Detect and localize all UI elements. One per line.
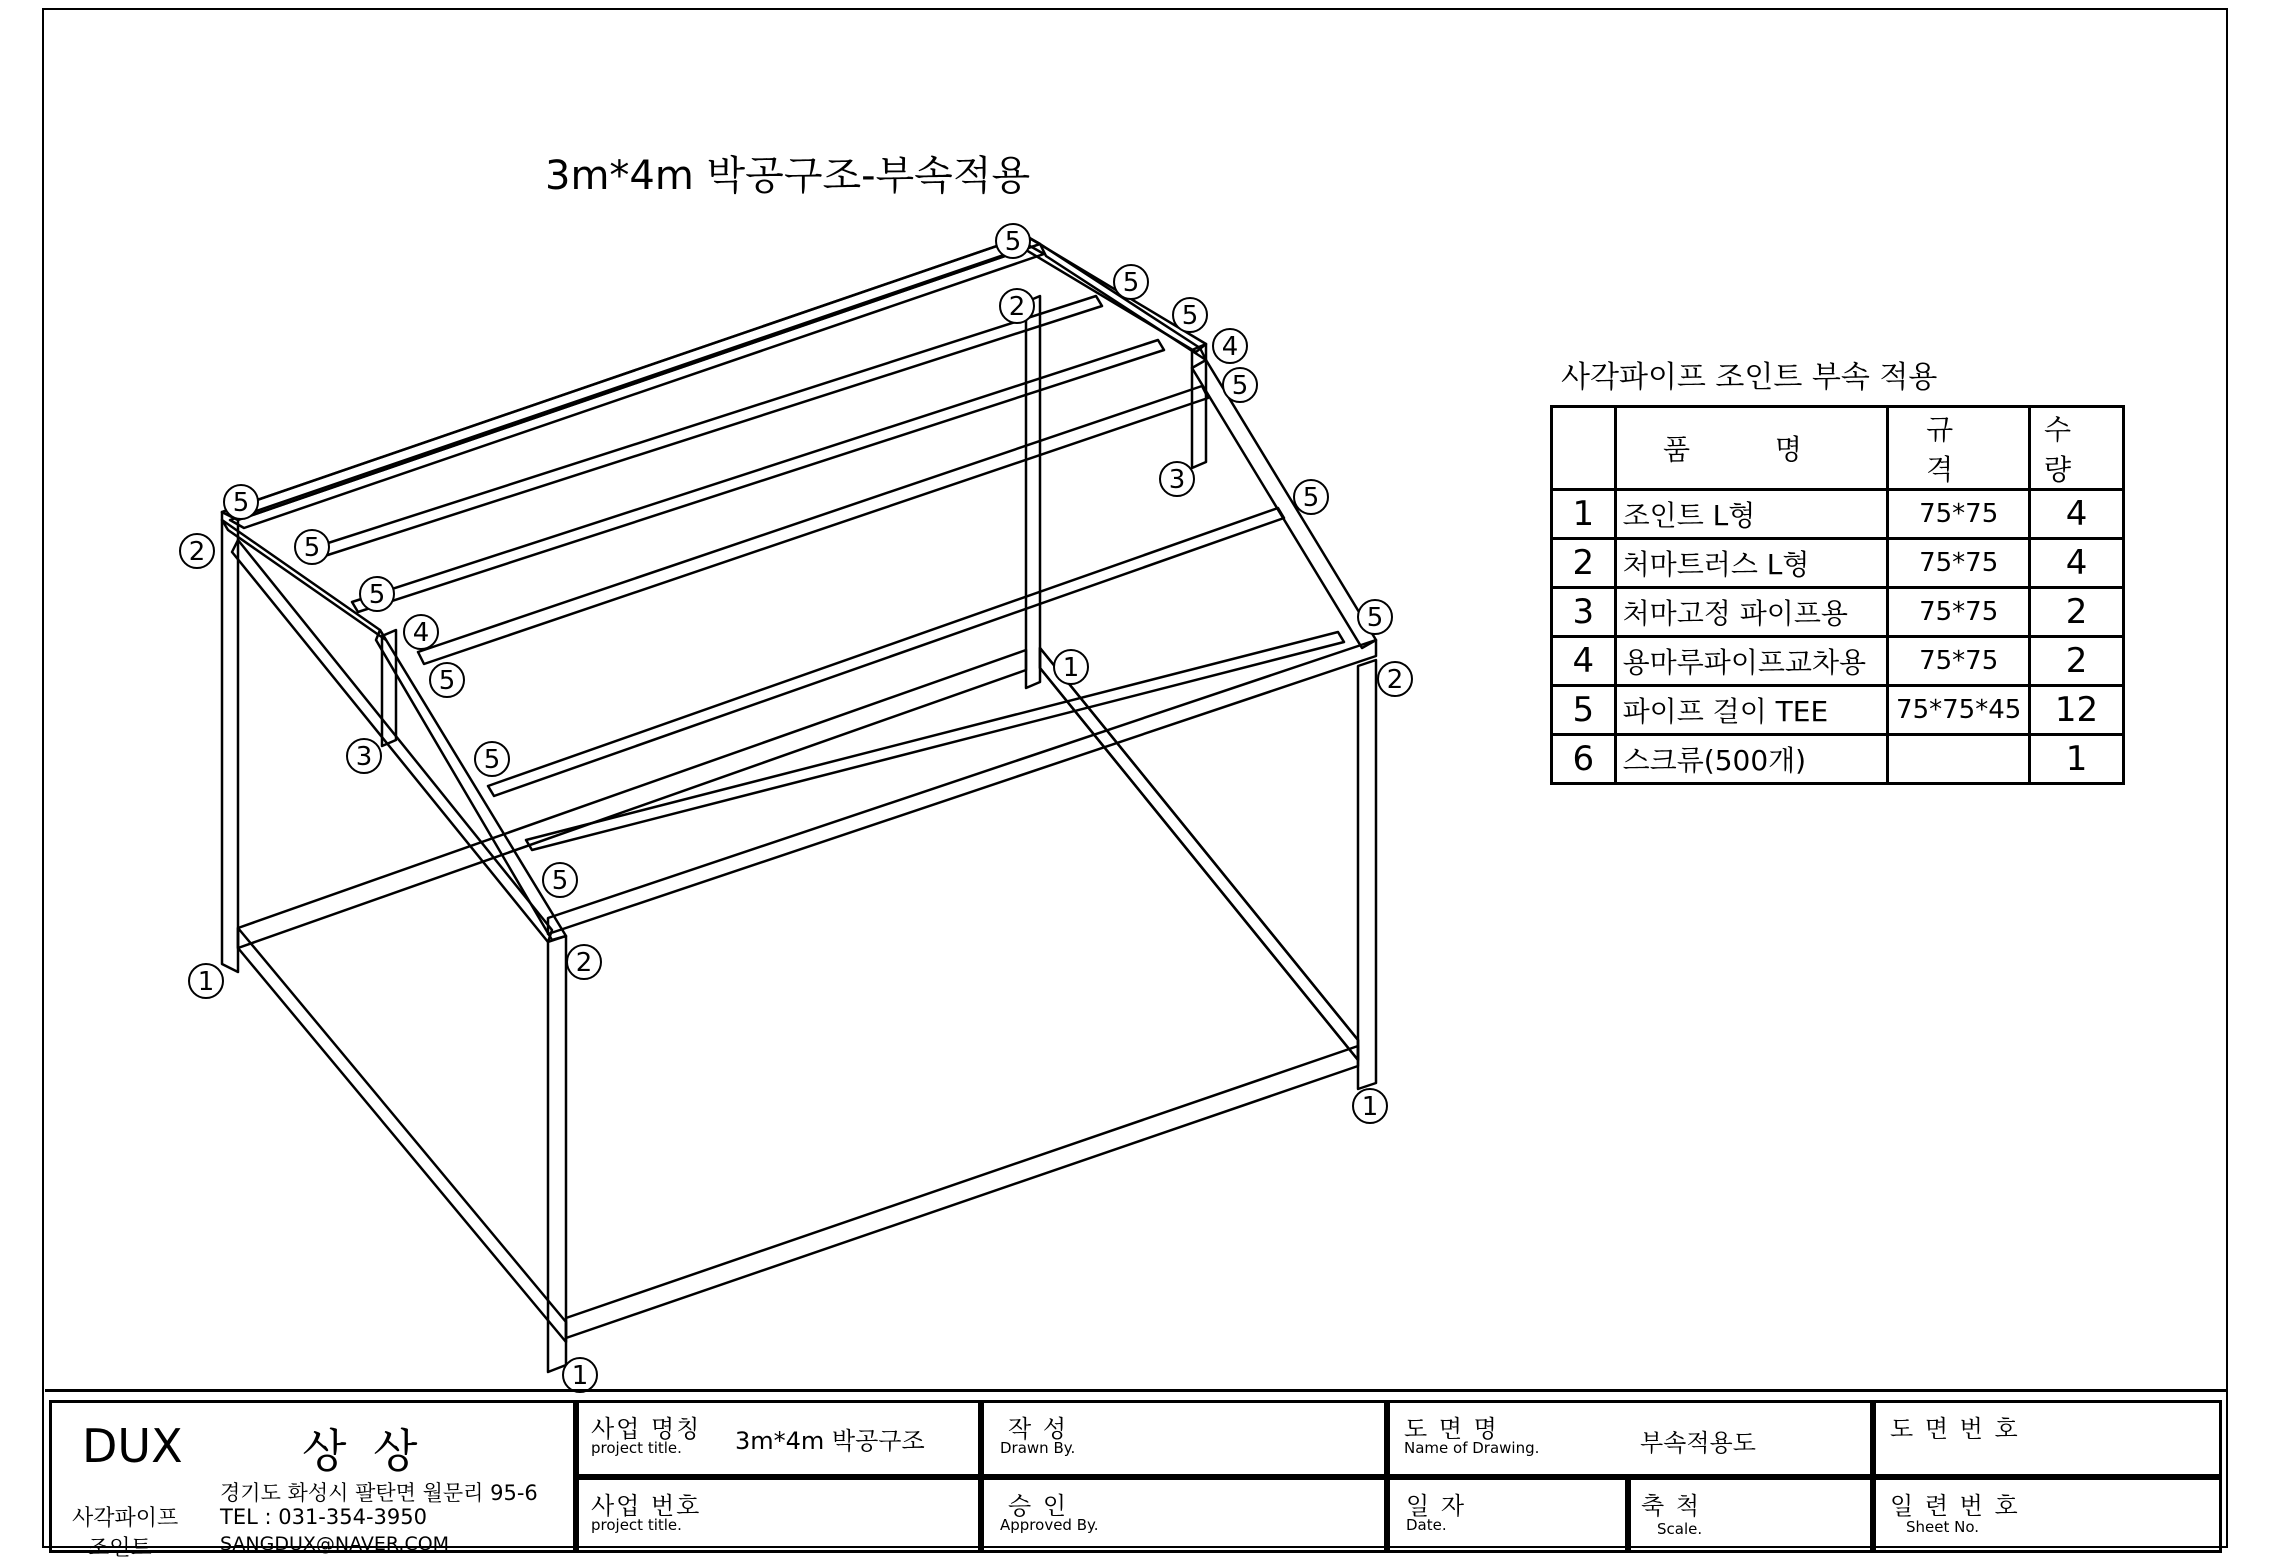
purlin-4	[488, 508, 1284, 796]
project-name-sub: project title.	[591, 1439, 682, 1457]
table-row	[1552, 490, 2124, 539]
drawn-label: 작 성	[1008, 1415, 1068, 1443]
scale-label: 축 척	[1641, 1492, 1701, 1520]
svg-text:5: 5	[1004, 227, 1022, 257]
svg-text:5: 5	[368, 580, 386, 610]
callout-5	[475, 742, 509, 776]
callout-2	[1000, 289, 1034, 323]
drawn-by-cell	[981, 1400, 1387, 1477]
purlin-1	[300, 296, 1102, 562]
header-name: 품 명	[1615, 407, 1888, 490]
sill-right	[566, 1046, 1358, 1338]
row-spec: 75*75*45	[1888, 686, 2030, 735]
svg-text:5: 5	[483, 745, 501, 775]
callout-3	[347, 739, 381, 773]
eave-beam-front	[548, 640, 1376, 934]
sill-left	[238, 928, 566, 1342]
callout-2	[180, 534, 214, 568]
table-row	[1552, 686, 2124, 735]
row-qty: 12	[2030, 686, 2124, 735]
callout-5	[224, 485, 258, 519]
header-qty: 수 량	[2030, 407, 2124, 490]
callout-5	[996, 224, 1030, 258]
company-sub2: 조인트	[88, 1536, 152, 1561]
approved-by-cell	[981, 1477, 1387, 1553]
svg-text:1: 1	[197, 967, 215, 997]
drawing-name-label: 도 면 명	[1404, 1415, 1499, 1443]
svg-text:5: 5	[232, 488, 250, 518]
drawing-no-label: 도 면 번 호	[1890, 1415, 2020, 1443]
callout-4	[404, 615, 438, 649]
project-no-cell	[576, 1477, 981, 1553]
project-no-label: 사업 번호	[591, 1492, 702, 1520]
row-no: 1	[1552, 490, 1616, 539]
row-spec: 75*75	[1888, 539, 2030, 588]
header-spec: 규 격	[1888, 407, 2030, 490]
post-rear-right	[1358, 660, 1376, 1089]
company-cell	[49, 1400, 576, 1561]
drawing-no-cell	[1873, 1400, 2222, 1477]
ridge-beam	[222, 236, 1040, 520]
row-no: 5	[1552, 686, 1616, 735]
callout-5	[295, 530, 329, 564]
row-qty: 4	[2030, 490, 2124, 539]
svg-text:1: 1	[1062, 653, 1080, 683]
callout-5	[430, 663, 464, 697]
sheet-no-label: 일 련 번 호	[1890, 1492, 2020, 1520]
row-spec	[1888, 735, 2030, 784]
date-cell	[1387, 1477, 1628, 1553]
row-spec: 75*75	[1888, 637, 2030, 686]
callout-5	[1173, 298, 1207, 332]
row-name: 파이프 걸이 TEE	[1615, 686, 1888, 735]
callout-3	[1160, 462, 1194, 496]
row-no: 6	[1552, 735, 1616, 784]
company-tel: TEL : 031-354-3950	[220, 1505, 427, 1529]
row-name: 용마루파이프교차용	[1615, 637, 1888, 686]
project-name-label: 사업 명칭	[591, 1415, 702, 1443]
callout-5	[1223, 368, 1257, 402]
svg-text:5: 5	[1231, 371, 1249, 401]
post-front-left	[222, 512, 238, 972]
svg-text:1: 1	[571, 1361, 589, 1391]
approved-sub: Approved By.	[1000, 1516, 1099, 1534]
svg-text:3: 3	[355, 742, 373, 772]
callout-1	[1353, 1089, 1387, 1123]
row-name: 조인트 L형	[1615, 490, 1888, 539]
company-name-kr: 상 상	[302, 1424, 424, 1478]
company-name: DUX	[82, 1419, 183, 1473]
drawing-name-sub: Name of Drawing.	[1404, 1439, 1540, 1457]
table-row	[1552, 637, 2124, 686]
sill-rear-right	[1040, 648, 1358, 1060]
callout-4	[1213, 329, 1247, 363]
header-blank	[1552, 407, 1616, 490]
callout-5	[543, 863, 577, 897]
svg-text:1: 1	[1361, 1092, 1379, 1122]
floor-diag-right	[1040, 648, 1358, 1060]
callout-5	[1294, 480, 1328, 514]
truss-right-diag	[1192, 360, 1376, 648]
row-qty: 2	[2030, 637, 2124, 686]
row-no: 3	[1552, 588, 1616, 637]
callout-1	[563, 1358, 597, 1392]
svg-text:5: 5	[1122, 268, 1140, 298]
table-row	[1552, 735, 2124, 784]
svg-text:3: 3	[1168, 465, 1186, 495]
approved-label: 승 인	[1008, 1492, 1068, 1520]
scale-cell	[1628, 1477, 1873, 1553]
sheet-no-sub: Sheet No.	[1906, 1518, 1980, 1536]
project-name-cell	[576, 1400, 981, 1477]
svg-text:5: 5	[551, 866, 569, 896]
project-no-sub: project title.	[591, 1516, 682, 1534]
svg-text:5: 5	[1302, 483, 1320, 513]
company-email: SANGDUX@NAVER.COM	[220, 1533, 450, 1555]
row-name: 처마트러스 L형	[1615, 539, 1888, 588]
date-label: 일 자	[1406, 1492, 1466, 1520]
post-back-middle	[1026, 296, 1040, 688]
row-qty: 4	[2030, 539, 2124, 588]
drawn-sub: Drawn By.	[1000, 1439, 1076, 1457]
company-address: 경기도 화성시 팔탄면 월문리 95-6	[220, 1481, 538, 1505]
svg-text:2: 2	[1008, 292, 1026, 322]
row-name: 스크류(500개)	[1615, 735, 1888, 784]
eave-beam-back	[222, 236, 1040, 520]
svg-text:4: 4	[412, 618, 430, 648]
row-no: 4	[1552, 637, 1616, 686]
callout-5	[1114, 265, 1148, 299]
callout-5	[360, 577, 394, 611]
callout-1	[1054, 650, 1088, 684]
row-spec: 75*75	[1888, 490, 2030, 539]
project-name-value: 3m*4m 박공구조	[735, 1427, 925, 1455]
parts-table	[1550, 405, 2125, 785]
row-qty: 2	[2030, 588, 2124, 637]
purlin-2	[352, 340, 1164, 612]
svg-text:2: 2	[188, 537, 206, 567]
row-spec: 75*75	[1888, 588, 2030, 637]
parts-table-header	[1552, 407, 2124, 490]
sheet-no-cell	[1873, 1477, 2222, 1553]
drawing-name-cell	[1387, 1400, 1873, 1477]
table-row	[1552, 588, 2124, 637]
row-name: 처마고정 파이프용	[1615, 588, 1888, 637]
callout-1	[189, 964, 223, 998]
svg-text:2: 2	[1386, 665, 1404, 695]
row-qty: 1	[2030, 735, 2124, 784]
title-block	[45, 1389, 2226, 1561]
company-sub1: 사각파이프	[72, 1506, 179, 1531]
scale-sub: Scale.	[1657, 1520, 1703, 1538]
parts-table-title: 사각파이프 조인트 부속 적용	[1561, 360, 1938, 395]
truss-left-gable	[376, 630, 566, 940]
svg-text:5: 5	[438, 666, 456, 696]
callout-2	[567, 945, 601, 979]
drawing-name-value: 부속적용도	[1640, 1429, 1756, 1457]
sill-back	[238, 650, 1026, 948]
callout-2	[1378, 662, 1412, 696]
ridge-top	[230, 246, 1044, 528]
svg-text:5: 5	[303, 533, 321, 563]
svg-text:2: 2	[575, 948, 593, 978]
table-row	[1552, 539, 2124, 588]
post-front-right	[548, 936, 566, 1372]
svg-text:5: 5	[1366, 603, 1384, 633]
row-no: 2	[1552, 539, 1616, 588]
svg-text:5: 5	[1181, 301, 1199, 331]
drawing-title: 3m*4m 박공구조-부속적용	[545, 153, 1031, 199]
svg-text:4: 4	[1221, 332, 1239, 362]
date-sub: Date.	[1406, 1516, 1447, 1534]
callout-5	[1358, 600, 1392, 634]
